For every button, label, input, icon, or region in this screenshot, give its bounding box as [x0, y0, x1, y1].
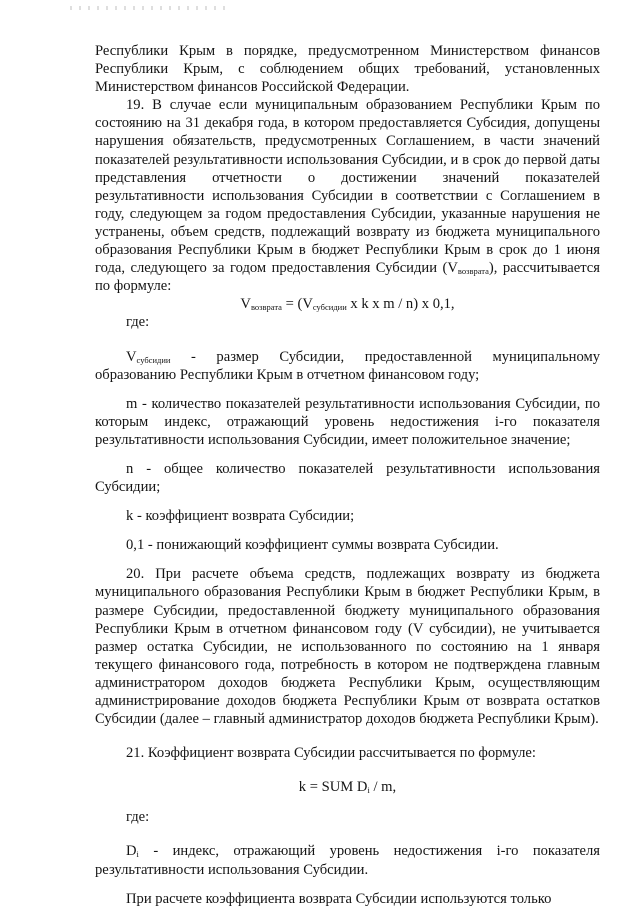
definition-v-subsidy [95, 348, 600, 384]
definition-k: k - коэффициент возврата Субсидии; [126, 508, 355, 525]
formula-return-volume [95, 295, 600, 313]
formula2-subscript: i [367, 785, 370, 796]
definition-di [95, 842, 600, 878]
formula-rhs: x k x m / n) x 0,1, [346, 296, 455, 313]
paragraph-19-tail: ), рассчитывается по формуле: [95, 260, 601, 295]
paragraph-19-subscript: возврата [457, 266, 489, 277]
definition-symbol-subscript: субсидии [136, 354, 171, 365]
paragraph-19 [95, 96, 600, 295]
definition-di-text: - индекс, отражающий уровень недостижения i-го показателя результативности использования Субсидии. [95, 843, 600, 878]
scan-artifact [70, 6, 230, 10]
paragraph-final: При расчете коэффициента возврата Субсидии используются только [126, 890, 552, 907]
definition-m: m - количество показателей результативности использования Субсидии, по которым индекс, отражающий уровень недостижения i-го показателя результативности использования Субсидии, имеет положительное значение; [95, 395, 600, 448]
paragraph-continuation: Республики Крым в порядке, предусмотренном Министерством финансов Республики Крым, с соблюдением общих требований, установленных Министерством финансов Российской Федерации. [95, 43, 600, 96]
where-label-2: где: [126, 809, 150, 826]
paragraph-20: 20. При расчете объема средств, подлежащих возврату из бюджета муниципального образования Республики Крым в бюджет Республики Крым, в размере Субсидии, предоставленной бюджету муниципального образования Республики Крым в отчетном финансовом году (V субсидии), не учитывается размер остатка Субсидии, не использованного по состоянию на 1 января текущего финансового года, потребность в котором не подтверждена главным администратором доходов бюджета Республики Крым, осуществляющим администрирование доходов бюджета Республики Крым от возврата остатков Субсидии (далее – главный администратор доходов бюджета Республики Крым). [95, 566, 600, 728]
definition-n: n - общее количество показателей результативности использования Субсидии; [95, 460, 600, 496]
definition-di-symbol: D [126, 843, 137, 860]
formula-lhs-subscript: возврата [250, 302, 282, 313]
definition-di-subscript: i [136, 849, 139, 860]
formula-lhs: V [240, 296, 251, 313]
paragraph-21: 21. Коэффициент возврата Субсидии рассчитывается по формуле: [126, 745, 536, 762]
document-body [95, 42, 600, 908]
formula-mid: = (V [281, 296, 313, 313]
formula2-lhs: k = SUM D [298, 779, 368, 796]
definition-text: - размер Субсидии, предоставленной муниципальному образованию Республики Крым в отчетном финансовом году; [95, 348, 600, 383]
definition-coefficient: 0,1 - понижающий коэффициент суммы возврата Субсидии. [126, 537, 499, 554]
formula-mid-subscript: субсидии [312, 302, 347, 313]
where-label: где: [126, 314, 150, 331]
formula2-rhs: / m, [369, 779, 397, 796]
definition-symbol: V [126, 348, 137, 365]
paragraph-19-text: 19. В случае если муниципальным образованием Республики Крым по состоянию на 31 декабря года, в котором предоставляется Субсидия, допущены нарушения обязательств, предусмотренных Соглашением, в части значений показателей результативности использования Субсидии, и в срок до первой даты представления отчетности о достижении значений показателей результативности использования Субсидии в соответствии с Соглашением в году, следующем за годом предоставления Субсидии, указанные нарушения не устранены, объем средств, подлежащий возврату из бюджета муниципального образования Республики Крым в бюджет Республики Крым в срок до 1 июня года, следующего за годом предоставления Субсидии (V [95, 97, 600, 277]
formula-return-coefficient [95, 778, 600, 796]
